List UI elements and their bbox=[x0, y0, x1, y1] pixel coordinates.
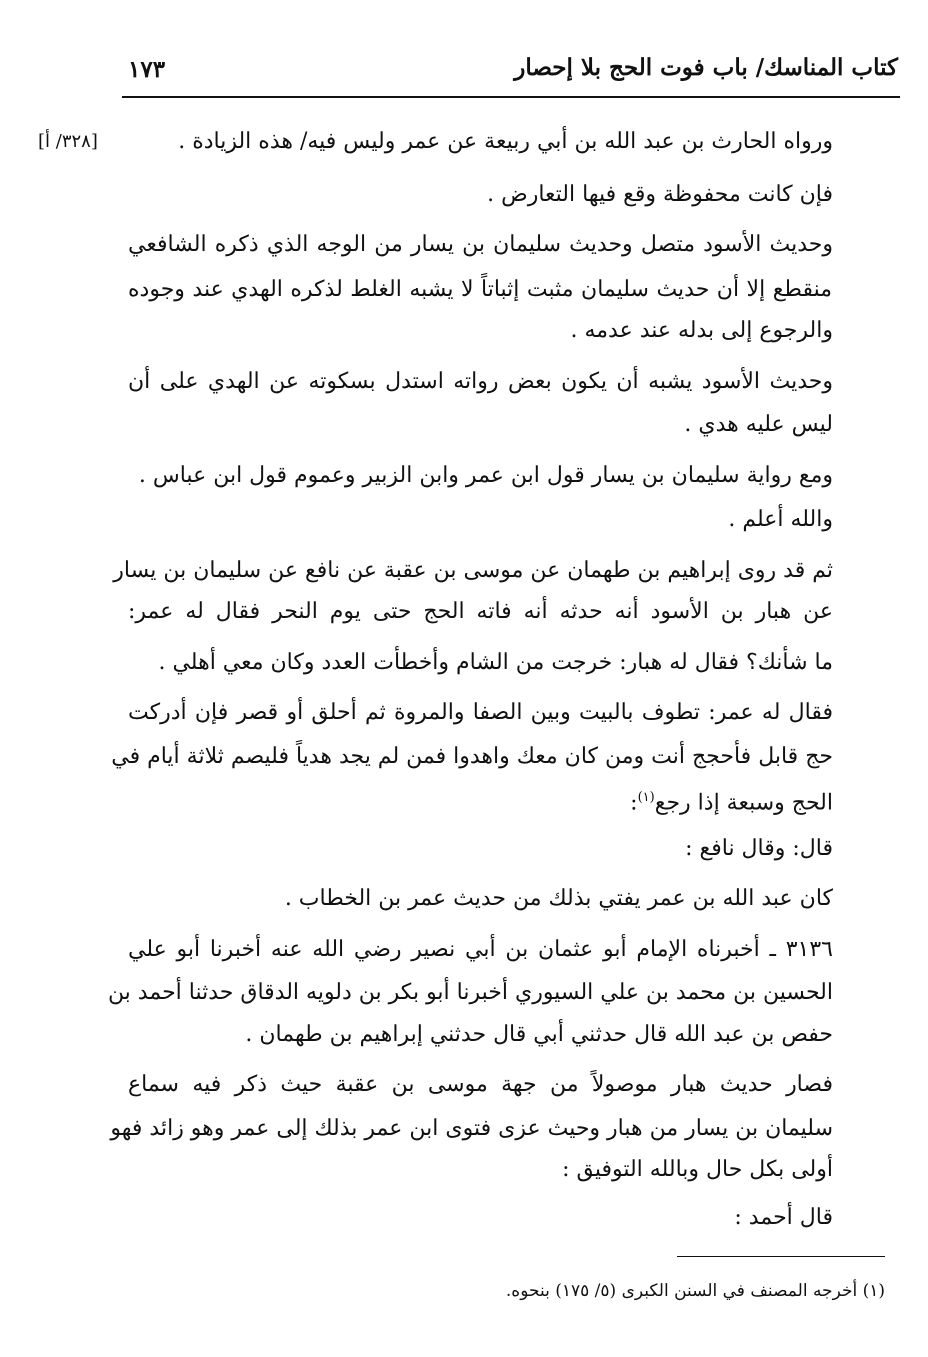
text-line: كان عبد الله بن عمر يفتي بذلك من حديث عمر بن الخطاب . bbox=[284, 886, 833, 911]
text-line: قال: وقال نافع : bbox=[685, 836, 833, 861]
footnote-marker: (١) bbox=[637, 790, 655, 805]
manuscript-folio-ref: [٣٢٨/ أ] bbox=[38, 131, 98, 152]
text-line bbox=[630, 783, 833, 818]
text-line: سليمان بن يسار من هبار وحيث عزى فتوى ابن عمر بذلك إلى عمر وهو زائد فهو bbox=[110, 1116, 833, 1141]
text-line: ورواه الحارث بن عبد الله بن أبي ربيعة عن عمر وليس فيه/ هذه الزيادة . bbox=[178, 129, 833, 154]
text-line: قال أحمد : bbox=[734, 1205, 833, 1230]
text-line: وحديث الأسود يشبه أن يكون بعض رواته استدل بسكوته عن الهدي على أن bbox=[128, 369, 833, 394]
header-divider bbox=[122, 96, 900, 98]
page-number: ١٧٣ bbox=[128, 56, 166, 83]
text-line: حج قابل فأحجج أنت ومن كان معك واهدوا فمن لم يجد هدياً فليصم ثلاثة أيام في bbox=[111, 744, 833, 769]
text-line: فإن كانت محفوظة وقع فيها التعارض . bbox=[487, 182, 833, 207]
text-line: فقال له عمر: تطوف بالبيت وبين الصفا والمروة ثم أحلق أو قصر فإن أدركت bbox=[128, 700, 833, 725]
text-line: ومع رواية سليمان بن يسار قول ابن عمر وابن الزبير وعموم قول ابن عباس . bbox=[138, 463, 833, 488]
text-line: أولى بكل حال وبالله التوفيق : bbox=[562, 1157, 833, 1182]
text-line: حفص بن عبد الله قال حدثني أبي قال حدثني إبراهيم بن طهمان . bbox=[245, 1022, 833, 1047]
text-line: عن هبار بن الأسود أنه حدثه أنه فاته الحج حتى يوم النحر فقال له عمر: bbox=[128, 599, 833, 624]
text-line: الحسين بن محمد بن علي السيوري أخبرنا أبو بكر بن دلويه الدقاق حدثنا أحمد بن bbox=[107, 980, 833, 1005]
hadith-number-line: ٣١٣٦ ـ أخبرناه الإمام أبو عثمان بن أبي نصير رضي الله عنه أخبرنا أبو علي bbox=[128, 937, 833, 962]
text-fragment: الحج وسبعة إذا رجع bbox=[654, 790, 833, 816]
text-line: والله أعلم . bbox=[728, 507, 833, 532]
footnote-divider bbox=[677, 1256, 885, 1257]
text-line: وحديث الأسود متصل وحديث سليمان بن يسار من الوجه الذي ذكره الشافعي bbox=[128, 232, 833, 257]
text-fragment: : bbox=[630, 790, 638, 816]
text-line: والرجوع إلى بدله عند عدمه . bbox=[570, 318, 833, 343]
text-line: فصار حديث هبار موصولاً من جهة موسى بن عقبة حيث ذكر فيه سماع bbox=[128, 1072, 833, 1097]
text-line: ثم قد روى إبراهيم بن طهمان عن موسى بن عقبة عن نافع عن سليمان بن يسار bbox=[113, 558, 833, 583]
text-line: منقطع إلا أن حديث سليمان مثبت إثباتاً لا يشبه الغلط لذكره الهدي عند وجوده bbox=[128, 277, 832, 302]
running-header-title: كتاب المناسك/ باب فوت الحج بلا إحصار bbox=[514, 54, 898, 81]
footnote-text: (١) أخرجه المصنف في السنن الكبرى (٥/ ١٧٥) بنحوه. bbox=[505, 1281, 885, 1301]
text-line: ما شأنك؟ فقال له هبار: خرجت من الشام وأخطأت العدد وكان معي أهلي . bbox=[158, 650, 833, 675]
text-line: ليس عليه هدي . bbox=[684, 412, 833, 437]
